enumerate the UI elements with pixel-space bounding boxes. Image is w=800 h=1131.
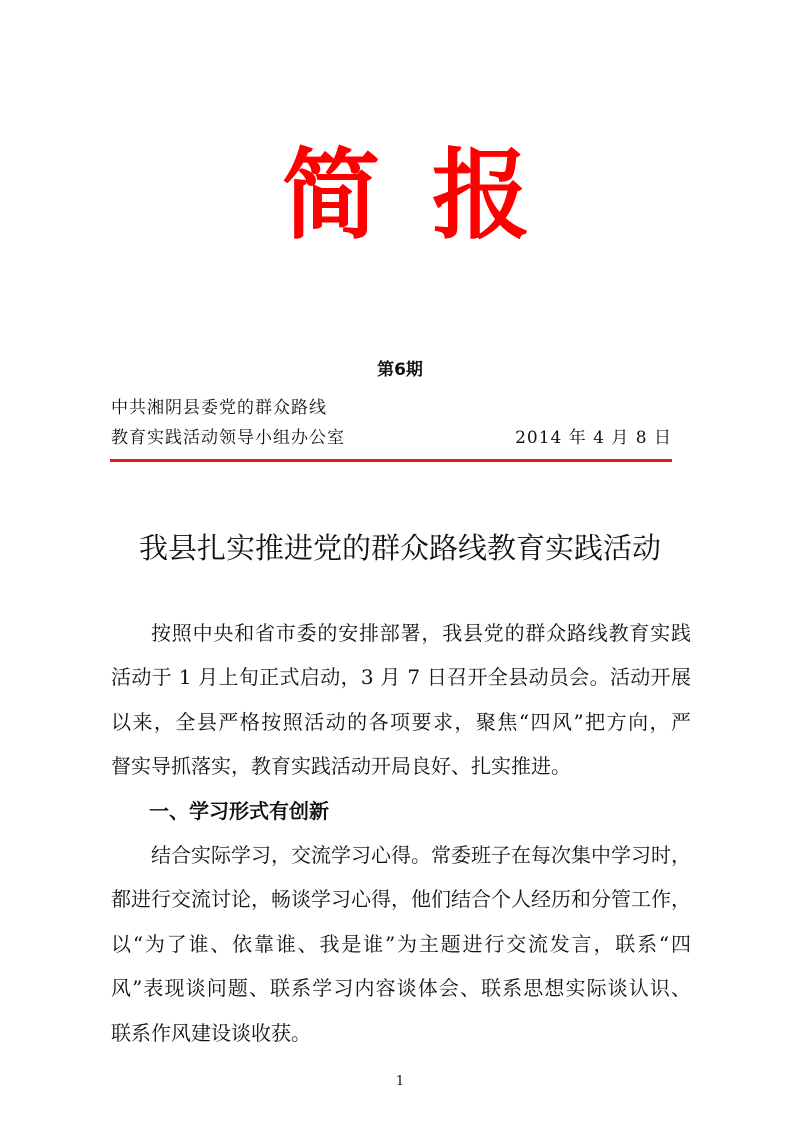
paragraph-line: 督实导抓落实，教育实践活动开局良好、扎实推进。 — [111, 754, 571, 779]
paragraph-line: 都进行交流讨论，畅谈学习心得，他们结合个人经历和分管工作， — [111, 887, 691, 912]
issuer-line: 教育实践活动领导小组办公室 — [111, 428, 345, 448]
paragraph-line: 联系作风建设谈收获。 — [111, 1020, 311, 1045]
issuer-line: 中共湘阴县委党的群众路线 — [111, 398, 327, 418]
paragraph-line: 风”表现谈问题、联系学习内容谈体会、联系思想实际谈认识、 — [111, 976, 691, 1001]
page-number: 1 — [395, 1074, 405, 1089]
issue-date: 2014 年 4 月 8 日 — [515, 428, 672, 448]
masthead-char: 简 — [282, 138, 381, 253]
masthead-char: 报 — [432, 138, 531, 253]
section-heading: 一、学习形式有创新 — [149, 798, 329, 823]
issue-number: 第6期 — [377, 360, 423, 380]
paragraph-line: 以“为了谁、依靠谁、我是谁”为主题进行交流发言，联系“四 — [111, 931, 691, 956]
masthead-title — [0, 138, 800, 253]
article-headline: 我县扎实推进党的群众路线教育实践活动 — [138, 531, 661, 565]
article-body — [111, 615, 691, 1059]
paragraph-line: 以来，全县严格按照活动的各项要求，聚焦“四风”把方向，严 — [111, 709, 691, 734]
paragraph-line: 按照中央和省市委的安排部署，我县党的群众路线教育实践 — [151, 621, 691, 645]
paragraph-line: 结合实际学习，交流学习心得。常委班子在每次集中学习时， — [151, 842, 691, 867]
paragraph-line: 活动于 1 月上旬正式启动，3 月 7 日召开全县动员会。活动开展 — [111, 665, 691, 690]
red-divider — [110, 459, 672, 462]
